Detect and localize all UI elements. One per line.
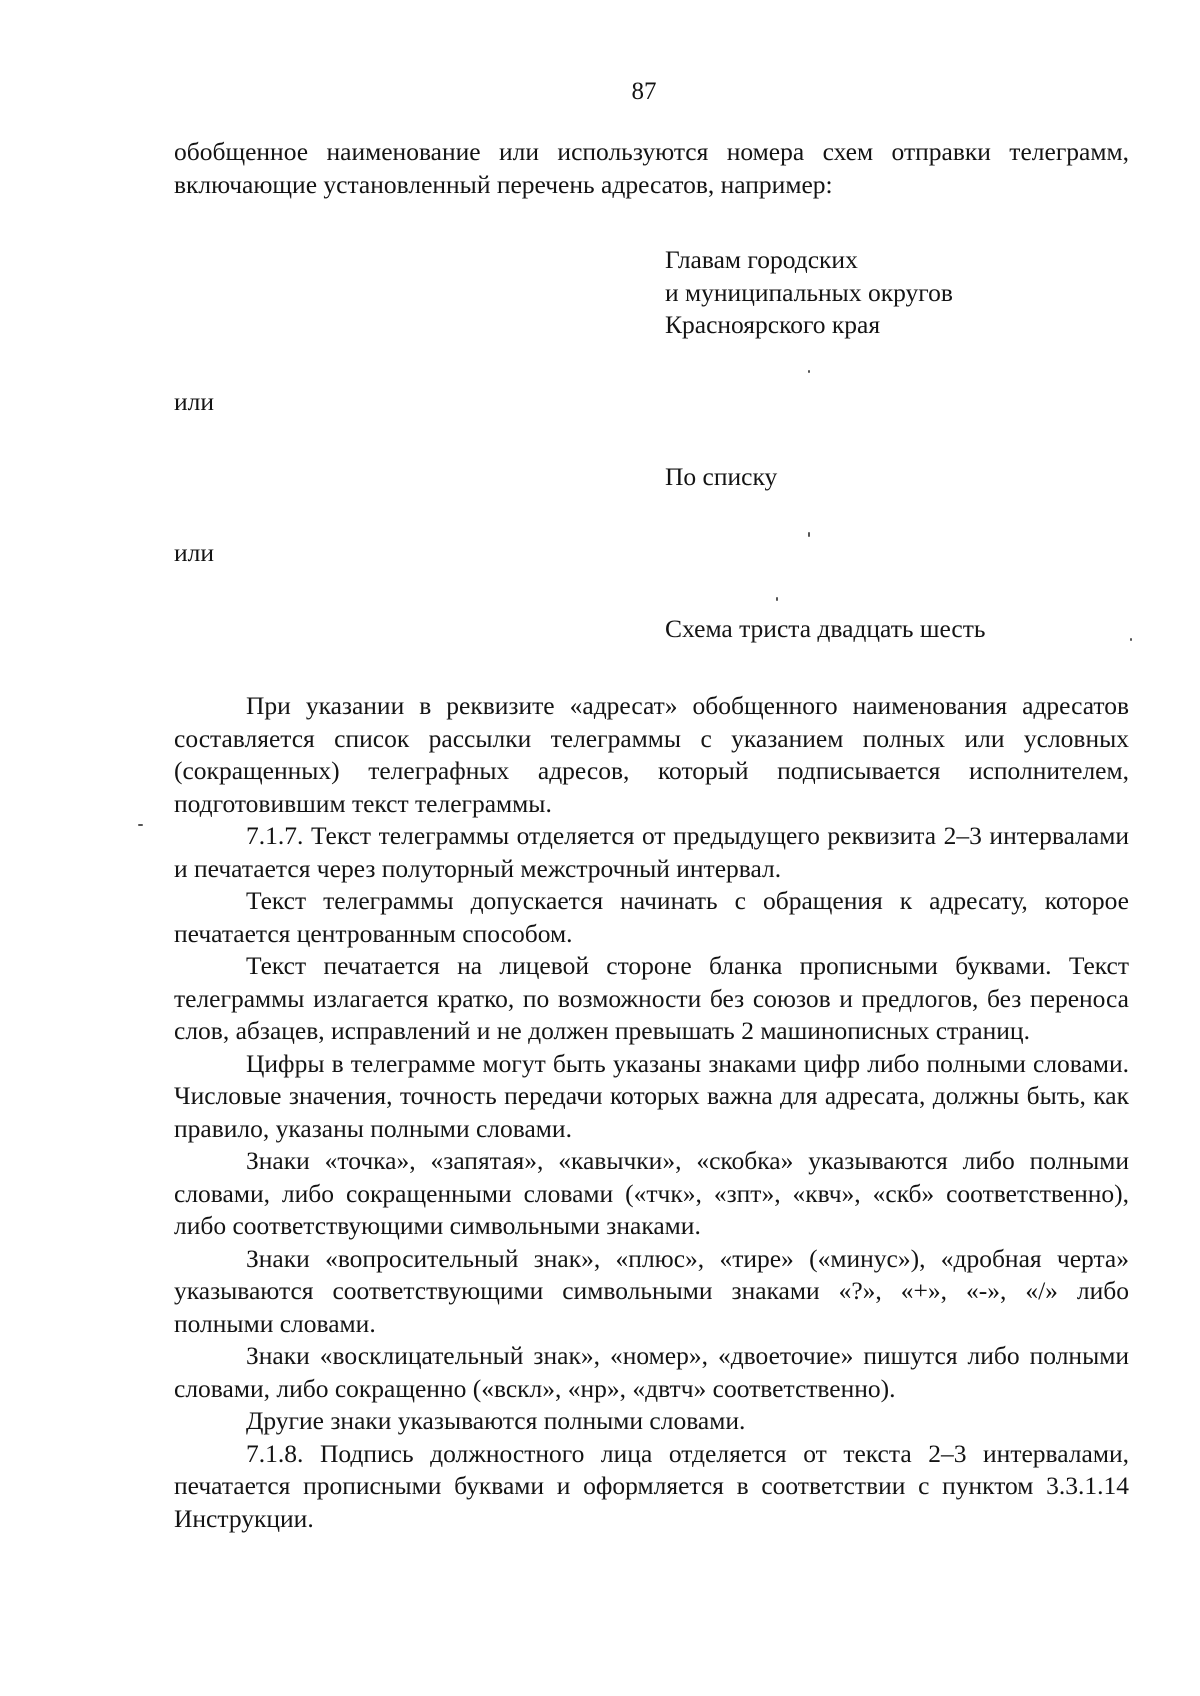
body-paragraph: Другие знаки указываются полными словами. (246, 1406, 746, 1435)
scan-speck (808, 370, 810, 373)
addressee-line: Красноярского края (665, 310, 881, 339)
scan-speck (1130, 638, 1132, 641)
body-paragraph: Знаки «вопросительный знак», «плюс», «тире» («минус»), «дробная черта» указываются соответствующими символьными знаками «?», «+», «-», «/» либо полными словами. (174, 1243, 1129, 1338)
section-paragraph-7-1-7: 7.1.7. Текст телеграммы отделяется от предыдущего реквизита 2–3 интервалами и печатается через полуторный межстрочный интервал. (174, 821, 1129, 883)
body-paragraph: Знаки «точка», «запятая», «кавычки», «скобка» указываются либо полными словами, либо сокращенными словами («тчк», «зпт», «квч», «скб» соответственно), либо соответствующими символьными знаками. (174, 1146, 1129, 1240)
body-paragraph: Текст телеграммы допускается начинать с обращения к адресату, которое печатается центрованным способом. (174, 886, 1129, 948)
scan-speck (138, 824, 143, 826)
addressee-example-list: По списку (665, 462, 778, 491)
body-text (174, 690, 1129, 1535)
body-paragraph: Знаки «восклицательный знак», «номер», «двоеточие» пишутся либо полными словами, либо сокращенно («вскл», «нр», «двтч» соответственно). (174, 1341, 1129, 1403)
or-label: или (174, 538, 215, 567)
scan-speck (808, 532, 810, 537)
body-paragraph: Текст печатается на лицевой стороне бланка прописными буквами. Текст телеграммы излагается кратко, по возможности без союзов и предлогов, без переноса слов, абзацев, исправлений и не должен превышать 2 машинописных страниц. (174, 951, 1129, 1045)
body-paragraph: При указании в реквизите «адресат» обобщенного наименования адресатов составляется список рассылки телеграммы с указанием полных или условных (сокращенных) телеграфных адресов, который подписывается исполнителем, подготовившим текст телеграммы. (174, 691, 1129, 818)
addressee-example-group (665, 244, 953, 342)
body-paragraph: Цифры в телеграмме могут быть указаны знаками цифр либо полными словами. Числовые значения, точность передачи которых важна для адресата, должны быть, как правило, указаны полными словами. (174, 1048, 1129, 1143)
addressee-line: Главам городских (665, 245, 858, 274)
section-paragraph-7-1-8: 7.1.8. Подпись должностного лица отделяется от текста 2–3 интервалами, печатается прописными буквами и оформляется в соответствии с пунктом 3.3.1.14 Инструкции. (174, 1438, 1129, 1533)
intro-paragraph (174, 136, 1129, 201)
addressee-example-scheme: Схема триста двадцать шесть (665, 614, 986, 643)
page-number: 87 (631, 78, 657, 105)
or-label: или (174, 387, 215, 416)
intro-text: обобщенное наименование или используются номера схем отправки телеграмм, включающие установленный перечень адресатов, например: (174, 137, 1129, 199)
scan-speck (776, 597, 778, 601)
addressee-line: и муниципальных округов (665, 277, 953, 307)
